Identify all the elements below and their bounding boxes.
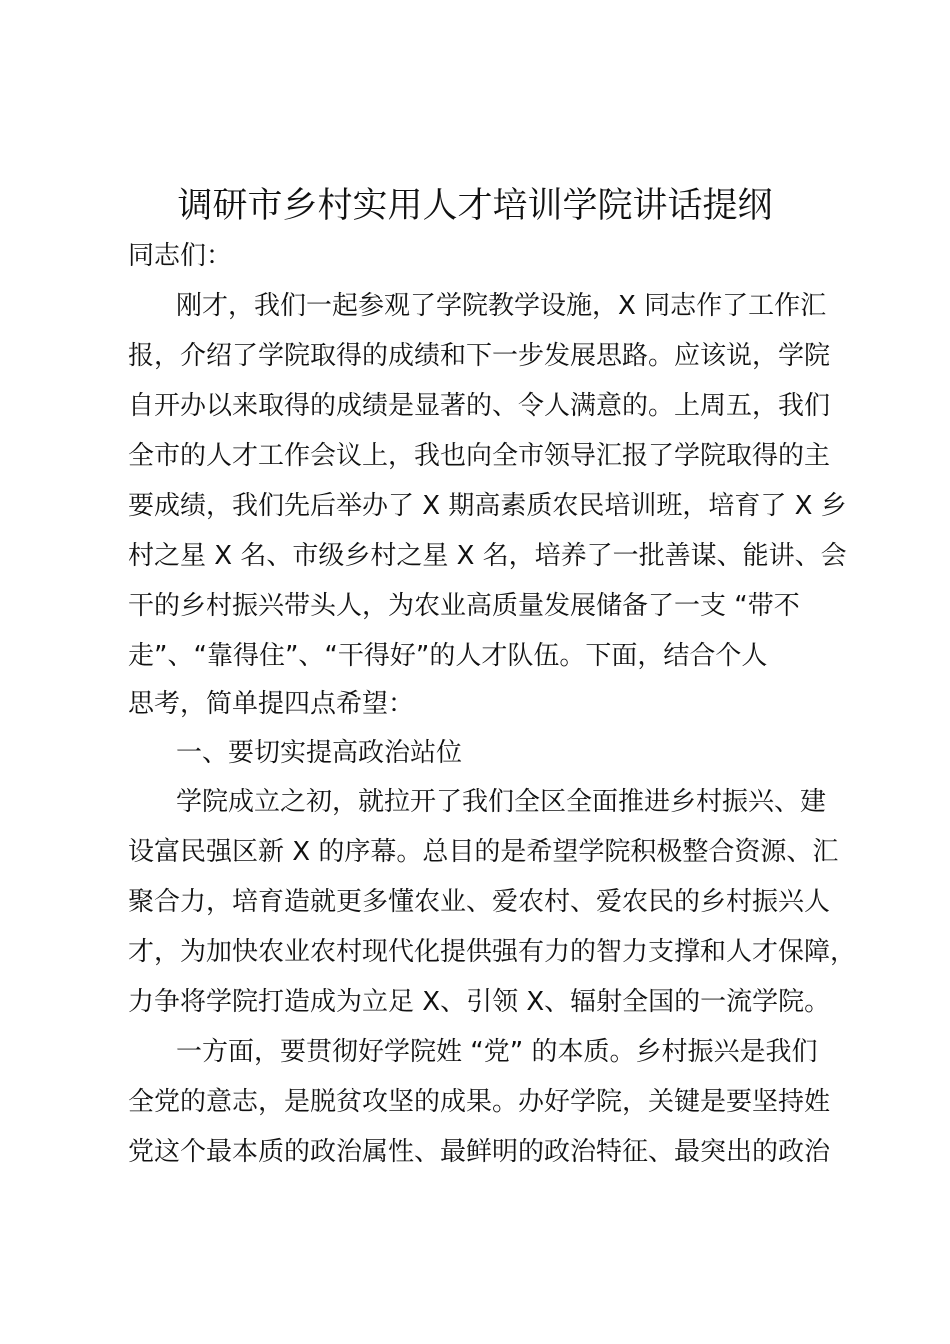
paragraph-line: 全党的意志，是脱贫攻坚的成果。办好学院，关键是要坚持姓 <box>128 1087 831 1117</box>
paragraph-line: 干的乡村振兴带头人，为农业高质量发展储备了一支 “带不 <box>128 591 800 621</box>
paragraph-line: 刚才，我们一起参观了学院教学设施，X 同志作了工作汇 <box>176 291 827 321</box>
salutation: 同志们： <box>128 241 233 271</box>
paragraph-line: 走”、“靠得住”、“干得好”的人才队伍。下面，结合个人 <box>128 641 768 671</box>
paragraph-line: 思考，简单提四点希望： <box>128 689 415 719</box>
section-heading: 一、要切实提高政治站位 <box>176 738 463 768</box>
paragraph-line: 党这个最本质的政治属性、最鲜明的政治特征、最突出的政治 <box>128 1137 831 1167</box>
paragraph-line: 一方面，要贯彻好学院姓 “党” 的本质。乡村振兴是我们 <box>176 1037 818 1067</box>
paragraph-line: 自开办以来取得的成绩是显著的、令人满意的。上周五，我们 <box>128 391 831 421</box>
paragraph-line: 学院成立之初，就拉开了我们全区全面推进乡村振兴、建 <box>176 787 827 817</box>
paragraph-line: 设富民强区新 X 的序幕。总目的是希望学院积极整合资源、汇 <box>128 837 839 867</box>
paragraph-line: 全市的人才工作会议上，我也向全市领导汇报了学院取得的主 <box>128 441 831 471</box>
paragraph-line: 力争将学院打造成为立足 X、引领 X、辐射全国的一流学院。 <box>128 987 831 1017</box>
paragraph-line: 报，介绍了学院取得的成绩和下一步发展思路。应该说，学院 <box>128 341 831 371</box>
paragraph-line: 村之星 X 名、市级乡村之星 X 名，培养了一批善谋、能讲、会 <box>128 541 847 571</box>
paragraph-line: 要成绩，我们先后举办了 X 期高素质农民培训班，培育了 X 乡 <box>128 491 847 521</box>
document-title: 调研市乡村实用人才培训学院讲话提纲 <box>177 186 773 226</box>
paragraph-line: 才，为加快农业农村现代化提供强有力的智力支撑和人才保障， <box>128 937 857 967</box>
paragraph-line: 聚合力，培育造就更多懂农业、爱农村、爱农民的乡村振兴人 <box>128 887 831 917</box>
